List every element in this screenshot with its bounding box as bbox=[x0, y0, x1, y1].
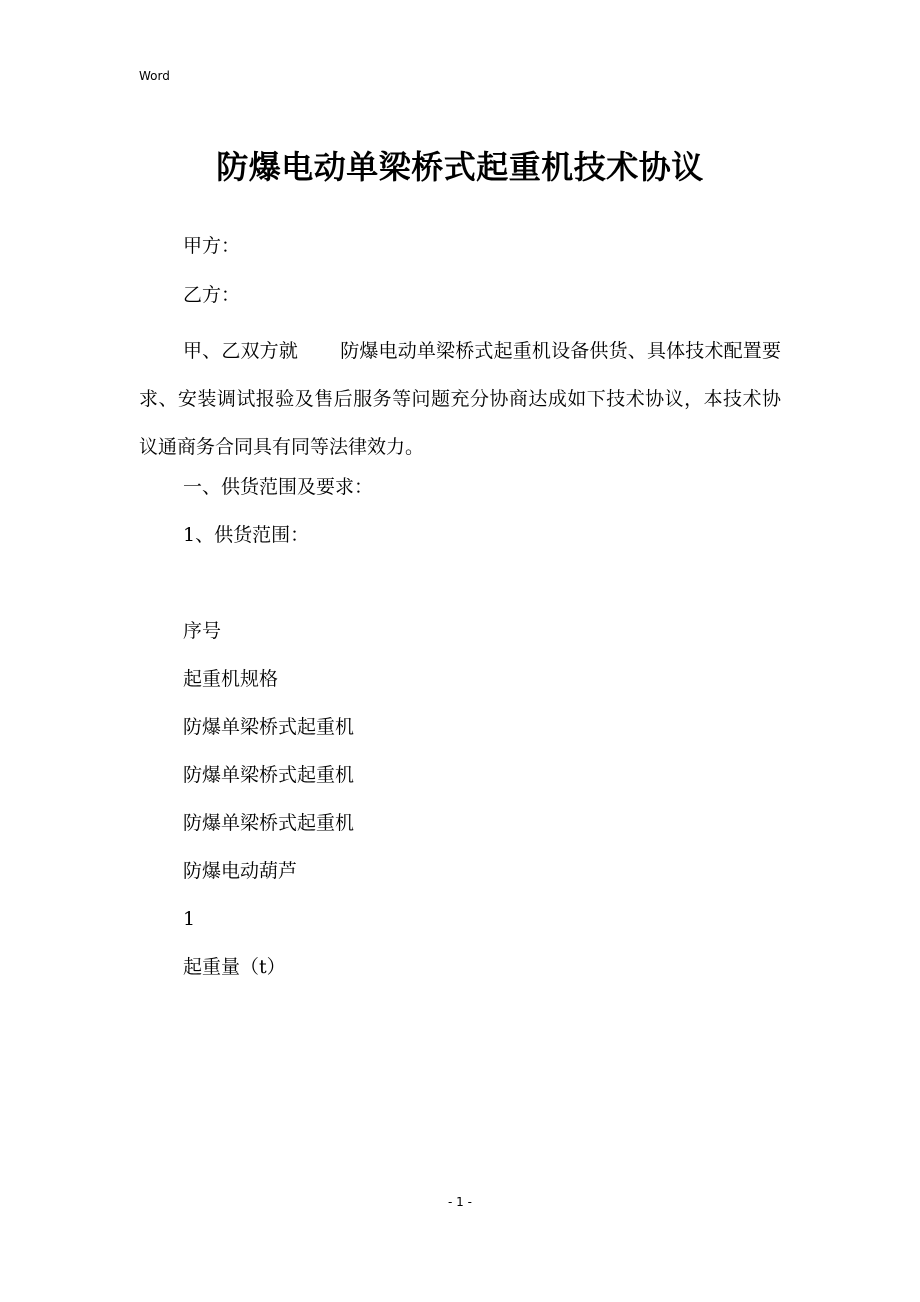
table-cell-crane-2: 防爆单梁桥式起重机 bbox=[183, 764, 355, 786]
table-cell-crane-1: 防爆单梁桥式起重机 bbox=[183, 716, 355, 738]
header-label: Word bbox=[139, 69, 170, 83]
party-b-line: 乙方： bbox=[183, 284, 241, 306]
table-cell-capacity-header: 起重量（t） bbox=[183, 956, 286, 978]
section-heading-supply: 一、供货范围及要求： bbox=[183, 476, 374, 498]
table-cell-spec-header: 起重机规格 bbox=[183, 668, 279, 690]
table-cell-serial-header: 序号 bbox=[183, 620, 222, 642]
table-cell-crane-3: 防爆单梁桥式起重机 bbox=[183, 812, 355, 834]
page-number: - 1 - bbox=[448, 1195, 472, 1209]
party-a-line: 甲方： bbox=[183, 235, 241, 257]
table-cell-serial-1: 1 bbox=[183, 908, 196, 930]
document-title: 防爆电动单梁桥式起重机技术协议 bbox=[216, 148, 704, 186]
intro-rest: 防爆电动单梁桥式起重机设备供货、具体技术配置要求、安装调试报验及售后服务等问题充分协商达成如下技术协议，本技术协议通商务合同具有同等法律效力。 bbox=[139, 340, 781, 458]
table-cell-hoist: 防爆电动葫芦 bbox=[183, 860, 298, 882]
intro-lead: 甲、乙双方就 bbox=[183, 340, 299, 362]
intro-paragraph bbox=[139, 327, 781, 471]
subsection-heading-supply-scope: 1、供货范围： bbox=[183, 524, 310, 546]
